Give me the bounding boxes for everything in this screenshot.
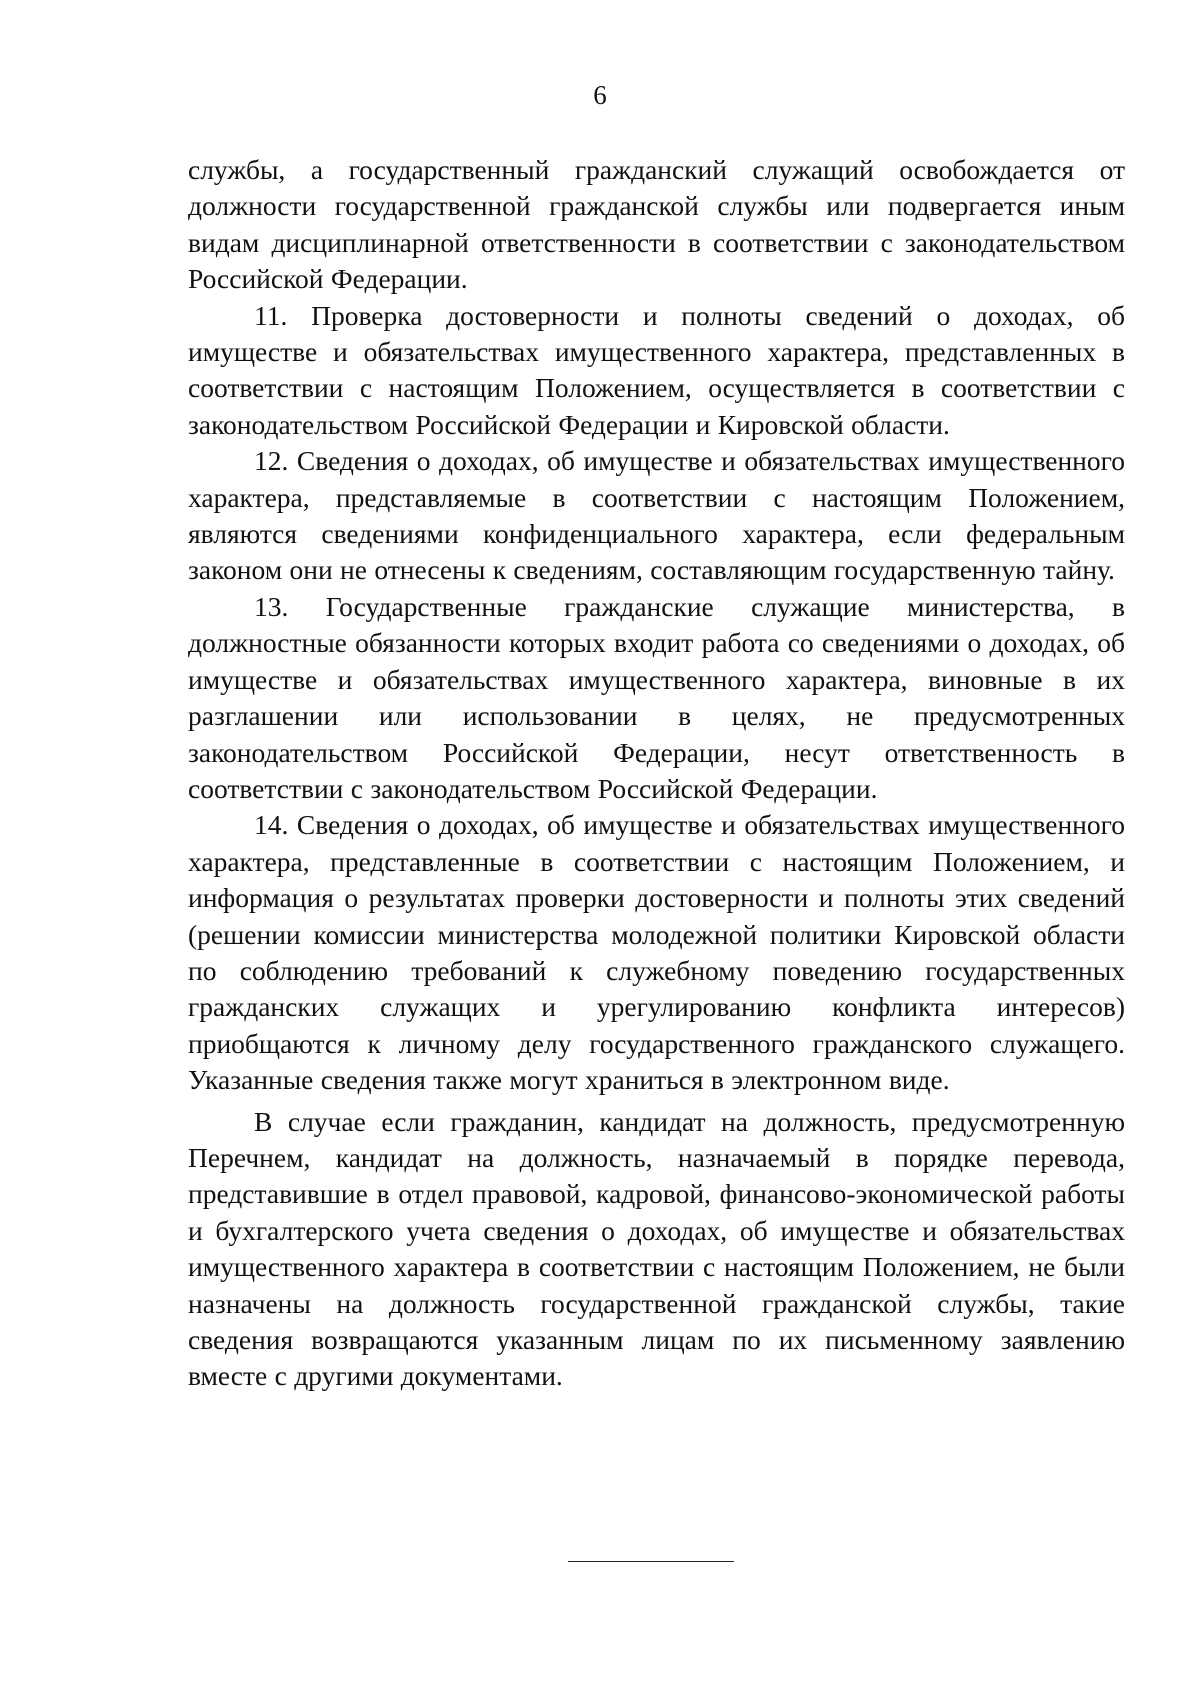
page-number: 6 xyxy=(593,80,607,110)
end-of-document-rule xyxy=(568,1561,734,1562)
paragraph-item-14: 14. Сведения о доходах, об имуществе и обязательствах имущественного характера, представленные в соответствии с настоящим Положением, и информация о результатах проверки достоверности и полноты этих сведений (решении комиссии министерства молодежной политики Кировской области по соблюдению требований к служебному поведению государственных гражданских служащих и урегулированию конфликта интересов) приобщаются к личному делу государственного гражданского служащего. Указанные сведения также могут храниться в электронном виде. xyxy=(188,809,1125,1096)
paragraph-closing: В случае если гражданин, кандидат на должность, предусмотренную Перечнем, кандидат на должность, назначаемый в порядке перевода, представившие в отдел правовой, кадровой, финансово-экономической работы и бухгалтерского учета сведения о доходах, об имуществе и обязательствах имущественного характера в соответствии с настоящим Положением, не были назначены на должность государственной гражданской службы, такие сведения возвращаются указанным лицам по их письменному заявлению вместе с другими документами. xyxy=(188,1105,1125,1392)
document-body xyxy=(188,152,1125,1395)
paragraph-item-11: 11. Проверка достоверности и полноты сведений о доходах, об имуществе и обязательствах имущественного характера, представленных в соответствии с настоящим Положением, осуществляется в соответствии с законодательством Российской Федерации и Кировской области. xyxy=(188,299,1125,440)
paragraph-item-12: 12. Сведения о доходах, об имуществе и обязательствах имущественного характера, представляемые в соответствии с настоящим Положением, являются сведениями конфиденциального характера, если федеральным законом они не отнесены к сведениям, составляющим государственную тайну. xyxy=(188,445,1125,586)
paragraph-continuation: службы, а государственный гражданский служащий освобождается от должности государственной гражданской службы или подвергается иным видам дисциплинарной ответственности в соответствии с законодательством Российской Федерации. xyxy=(188,154,1125,295)
paragraph-item-13: 13. Государственные гражданские служащие министерства, в должностные обязанности которых входит работа со сведениями о доходах, об имуществе и обязательствах имущественного характера, виновные в их разглашении или использовании в целях, не предусмотренных законодательством Российской Федерации, несут ответственность в соответствии с законодательством Российской Федерации. xyxy=(188,590,1125,804)
